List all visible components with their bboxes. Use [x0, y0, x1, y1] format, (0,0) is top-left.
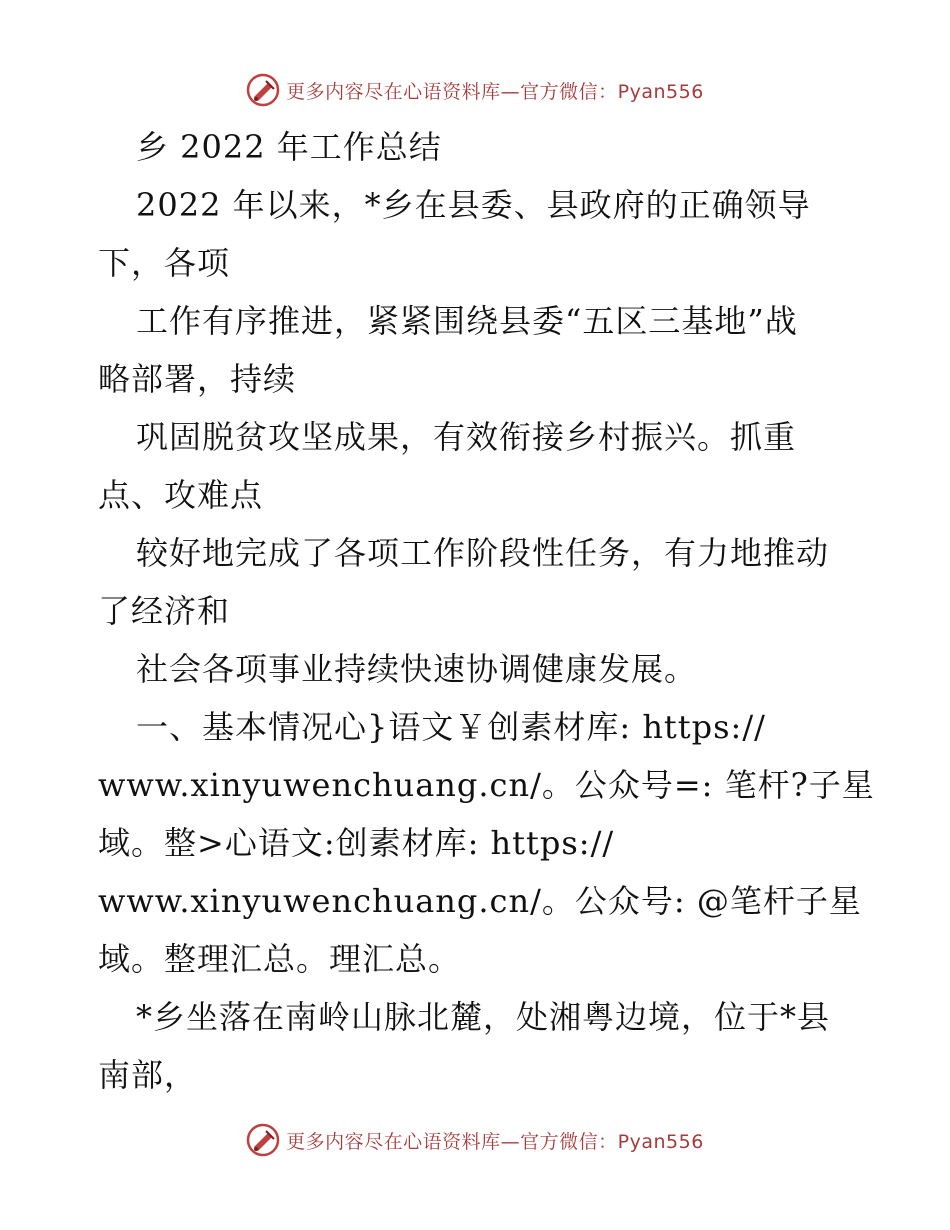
paragraph-line: www.xinyuwenchuang.cn/。公众号=: 笔杆?子星 [98, 766, 875, 804]
paragraph-line: 巩固脱贫攻坚成果，有效衔接乡村振兴。抓重 [136, 418, 797, 456]
watermark-text: 更多内容尽在心语资料库—官方微信：Pyan556 [286, 80, 704, 103]
paragraph-line: *乡坐落在南岭山脉北麓，处湘粤边境，位于*县 [136, 998, 831, 1036]
paragraph-line: 了经济和 [98, 592, 231, 630]
paragraph-line: 域。整理汇总。理汇总。 [98, 940, 462, 978]
header-watermark-banner [0, 70, 950, 110]
paragraph-line: 较好地完成了各项工作阶段性任务，有力地推动 [136, 534, 830, 572]
paragraph-line: 社会各项事业持续快速协调健康发展。 [136, 650, 698, 688]
paragraph-line: 略部署，持续 [98, 360, 297, 398]
watermark-text: 更多内容尽在心语资料库—官方微信：Pyan556 [286, 1130, 704, 1153]
document-title: 乡 2022 年工作总结 [136, 128, 442, 166]
paragraph-line: 工作有序推进，紧紧围绕县委“五区三基地”战 [136, 302, 798, 340]
pen-seal-icon [246, 1123, 280, 1157]
paragraph-line: 南部， [98, 1056, 198, 1094]
paragraph-line: www.xinyuwenchuang.cn/。公众号: @笔杆子星 [98, 882, 862, 920]
footer-watermark-banner [0, 1120, 950, 1160]
pen-seal-icon [246, 73, 280, 107]
document-body [98, 118, 875, 1104]
paragraph-line: 域。整>心语文:创素材库: https:// [98, 824, 615, 862]
paragraph-line: 点、攻难点 [98, 476, 264, 514]
paragraph-line: 2022 年以来，*乡在县委、县政府的正确领导 [136, 186, 811, 224]
section-heading: 一、基本情况心}语文￥创素材库: https:// [136, 708, 766, 746]
paragraph-line: 下，各项 [98, 244, 231, 282]
